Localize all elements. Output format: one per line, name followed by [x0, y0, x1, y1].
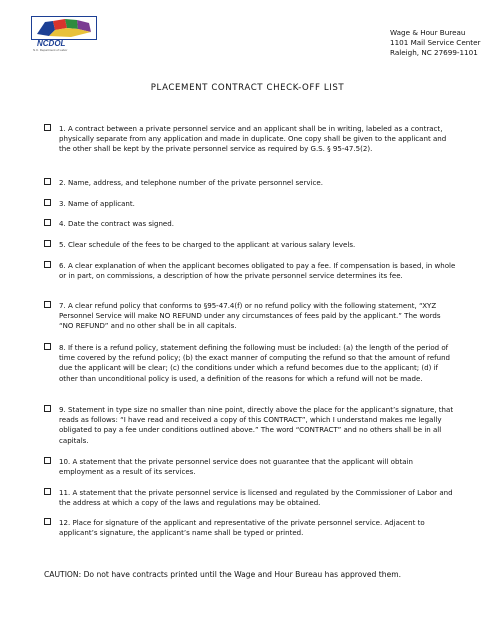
checkbox[interactable] — [44, 301, 51, 308]
checklist-item-text: 12. Place for signature of the applicant and representative of the private personnel service. Adjacent to applicant’s signature, the applicant’s name shall be typed or printed. — [59, 518, 425, 538]
checkbox[interactable] — [44, 343, 51, 350]
checklist-item-text: 5. Clear schedule of the fees to be charged to the applicant at various salary levels. — [59, 240, 356, 249]
checklist-item-text: 9. Statement in type size no smaller than nine point, directly above the place for the applicant’s signature, that reads as follows: “I have read and received a copy of this CONTRACT”, which I understand makes me legally obligated to pay a fee under conditions outlined above.” The word “CONTRACT” and no others shall be in all capitals. — [59, 405, 454, 445]
checklist-item-text: 3. Name of applicant. — [59, 199, 135, 208]
bureau-address — [390, 28, 481, 58]
checklist-item-8 — [44, 343, 462, 384]
logo-subtext: N.C. Department of Labor — [33, 48, 68, 52]
address-line-3: Raleigh, NC 27699-1101 — [390, 48, 478, 57]
checklist-item-text: 7. A clear refund policy that conforms to §95-47.4(f) or no refund policy with the following statement, “XYZ Personnel Service will make NO REFUND under any circumstances of fees paid by the applicant.” The words “NO REFUND” and no other shall be in all capitals. — [59, 301, 441, 331]
caution-note: CAUTION: Do not have contracts printed until the Wage and Hour Bureau has approved them. — [44, 570, 402, 579]
checklist-item-7 — [44, 301, 462, 332]
checklist-item-1 — [44, 124, 462, 155]
checklist-item-12 — [44, 518, 462, 538]
checkbox[interactable] — [44, 240, 51, 247]
page-title: PLACEMENT CONTRACT CHECK-OFF LIST — [150, 83, 345, 93]
checkbox[interactable] — [44, 219, 51, 226]
checklist-item-2 — [44, 178, 462, 188]
checklist-item-text: 11. A statement that the private personnel service is licensed and regulated by the Commissioner of Labor and the address at which a copy of the laws and regulations may be obtained. — [59, 488, 453, 508]
nc-map-logo-icon — [31, 16, 97, 40]
checklist-item-text: 8. If there is a refund policy, statement defining the following must be included: (a) the length of the period of time covered by the refund policy; (b) the exact manner of computing the refund so that the amount of refund due the applicant will be clear; (c) the conditions under which a refund becomes due to the applicant; (d) if other than unconditional policy is used, a definition of the reasons for which a refund will not be made. — [59, 343, 451, 383]
checkbox[interactable] — [44, 457, 51, 464]
ncdol-logo — [31, 16, 97, 52]
checklist-item-text: 2. Name, address, and telephone number of the private personnel service. — [59, 178, 323, 187]
checklist-item-text: 6. A clear explanation of when the applicant becomes obligated to pay a fee. If compensation is based, in whole or in part, on commissions, a description of how the private personnel service determines its fee. — [59, 261, 456, 281]
logo-wordmark: NCDOL — [37, 39, 66, 48]
checklist-item-10 — [44, 457, 462, 477]
checklist-item-9 — [44, 405, 462, 446]
checkbox[interactable] — [44, 199, 51, 206]
checkbox[interactable] — [44, 178, 51, 185]
checklist-item-text: 1. A contract between a private personnel service and an applicant shall be in writing, labeled as a contract, physically separate from any application and made in duplicate. One copy shall be given to the applicant and the other shall be kept by the private personnel service as required by G.S. § 95-47.5(2). — [59, 124, 447, 154]
address-line-1: Wage & Hour Bureau — [390, 28, 466, 37]
address-line-2: 1101 Mail Service Center — [390, 38, 481, 47]
checklist-item-text: 10. A statement that the private personnel service does not guarantee that the applicant will obtain employment as a result of its services. — [59, 457, 413, 477]
checklist-item-11 — [44, 488, 462, 508]
checklist-item-5 — [44, 240, 462, 250]
checkbox[interactable] — [44, 124, 51, 131]
checkbox[interactable] — [44, 405, 51, 412]
checkbox[interactable] — [44, 518, 51, 525]
checklist-item-6 — [44, 261, 462, 281]
checklist-item-text: 4. Date the contract was signed. — [59, 219, 174, 228]
checklist-item-4 — [44, 219, 462, 229]
checkbox[interactable] — [44, 261, 51, 268]
checklist-item-3 — [44, 199, 462, 209]
checkbox[interactable] — [44, 488, 51, 495]
